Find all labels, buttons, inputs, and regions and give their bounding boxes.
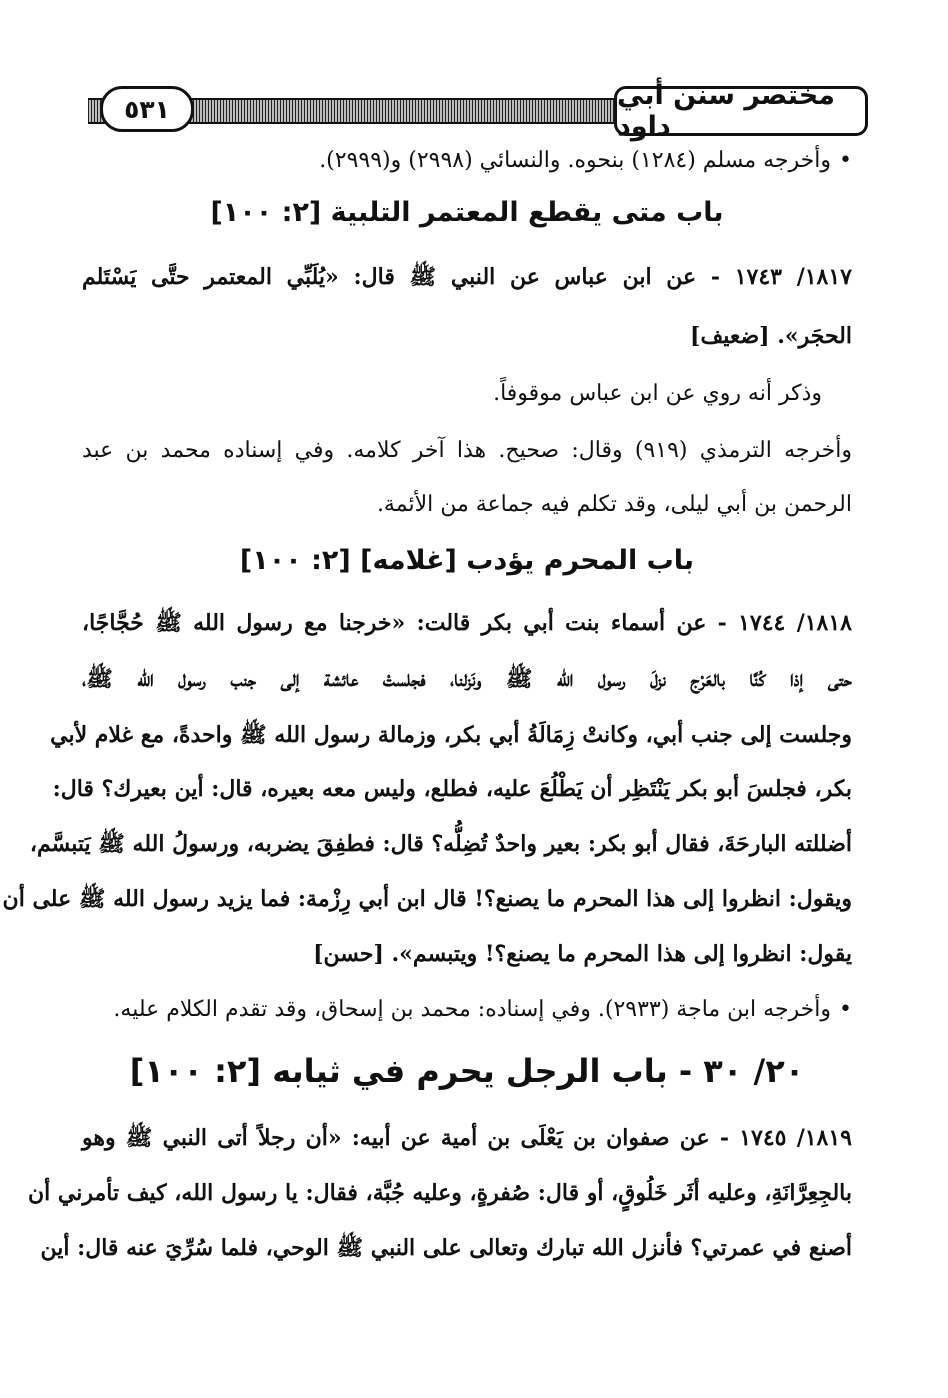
hadith-1745-line-3: أصنع في عمرتي؟ فأنزل الله تبارك وتعالى على النبي ﷺ الوحي، فلما سُرِّيَ عنه قال: أين <box>40 1235 852 1261</box>
paragraph-2-line-2: الرحمن بن أبي ليلى، وقد تكلم فيه جماعة من الأئمة. <box>376 492 852 517</box>
note-1: •وأخرجه مسلم (١٢٨٤) بنحوه. والنسائي (٢٩٩٨) و(٢٩٩٩). <box>82 146 852 176</box>
hadith-1744-line-6: ويقول: انظروا إلى هذا المحرم ما يصنع؟! قال ابن أبي رِزْمة: فما يزيد رسول الله ﷺ على أن <box>2 886 852 912</box>
section-heading-3: ٢٠/ ٣٠ - باب الرجل يحرم في ثيابه [٢: ١٠٠] <box>129 1052 805 1090</box>
hadith-1744-line-5: أضللته البارحَةَ، فقال أبو بكر: بعير واحدٌ تُضِلُّه؟ قال: فطفِقَ يضربه، ورسولُ الله ﷺ يَتبسَّم، <box>29 831 852 857</box>
paragraph-1: وذكر أنه روي عن ابن عباس موقوفاً. <box>493 381 822 406</box>
section-heading-1: باب متى يقطع المعتمر التلبية [٢: ١٠٠] <box>210 197 724 228</box>
section-heading-2: باب المحرم يؤدب [غلامه] [٢: ١٠٠] <box>239 545 695 576</box>
page-number: ٥٣١ <box>100 86 194 132</box>
hadith-1744-line-2: حتى إذا كُنَّا بالعَرْج نزلَ رسول الله ﷺ ونَزلنا، فجلستْ عائشة إلى جنب رسول الله ﷺ، <box>82 666 852 692</box>
bullet-icon: • <box>839 997 852 1022</box>
paragraph-2-line-1: وأخرجه الترمذي (٩١٩) وقال: صحيح. هذا آخر كلامه. وفي إسناده محمد بن عبد <box>82 438 852 463</box>
hadith-1744-line-7: يقول: انظروا إلى هذا المحرم ما يصنع؟! ويتبسم». [حسن] <box>313 941 852 967</box>
hadith-1744-line-1: ١٨١٨/ ١٧٤٤ - عن أسماء بنت أبي بكر قالت: «خرجنا مع رسول الله ﷺ حُجَّاجًا، <box>82 610 852 636</box>
hadith-1744-line-4: بكر، فجلسَ أبو بكر يَنْتَظِر أن يَطْلُعَ عليه، فطلع، وليس معه بعيره، قال: أين بعيرك؟ قال: <box>52 776 852 802</box>
hadith-1743-line-1: ١٨١٧/ ١٧٤٣ - عن ابن عباس عن النبي ﷺ قال: «يُلَبِّي المعتمر حتَّى يَسْتَلم <box>82 264 852 290</box>
hadith-1744-line-3: وجلست إلى جنب أبي، وكانتْ زِمَالَةُ أبي بكر، وزمالة رسول الله ﷺ واحدةً، مع غلام لأبي <box>50 722 852 748</box>
page-header <box>88 80 868 142</box>
book-title: مختصر سنن أبي داود <box>614 86 868 136</box>
hadith-1743-line-2: الحجَر». [ضعيف] <box>690 323 852 349</box>
hadith-1745-line-1: ١٨١٩/ ١٧٤٥ - عن صفوان بن يَعْلَى بن أمية عن أبيه: «أن رجلاً أتى النبي ﷺ وهو <box>82 1125 852 1151</box>
bullet-icon: • <box>839 148 852 173</box>
note-2: •وأخرجه ابن ماجة (٢٩٣٣). وفي إسناده: محمد بن إسحاق، وقد تقدم الكلام عليه. <box>82 995 852 1025</box>
hadith-1745-line-2: بالجِعِرَّانَةِ، وعليه أثَر خَلُوقٍ، أو قال: صُفرةٍ، وعليه جُبَّة، فقال: يا رسول الله، كيف تأمرني أن <box>27 1180 852 1206</box>
